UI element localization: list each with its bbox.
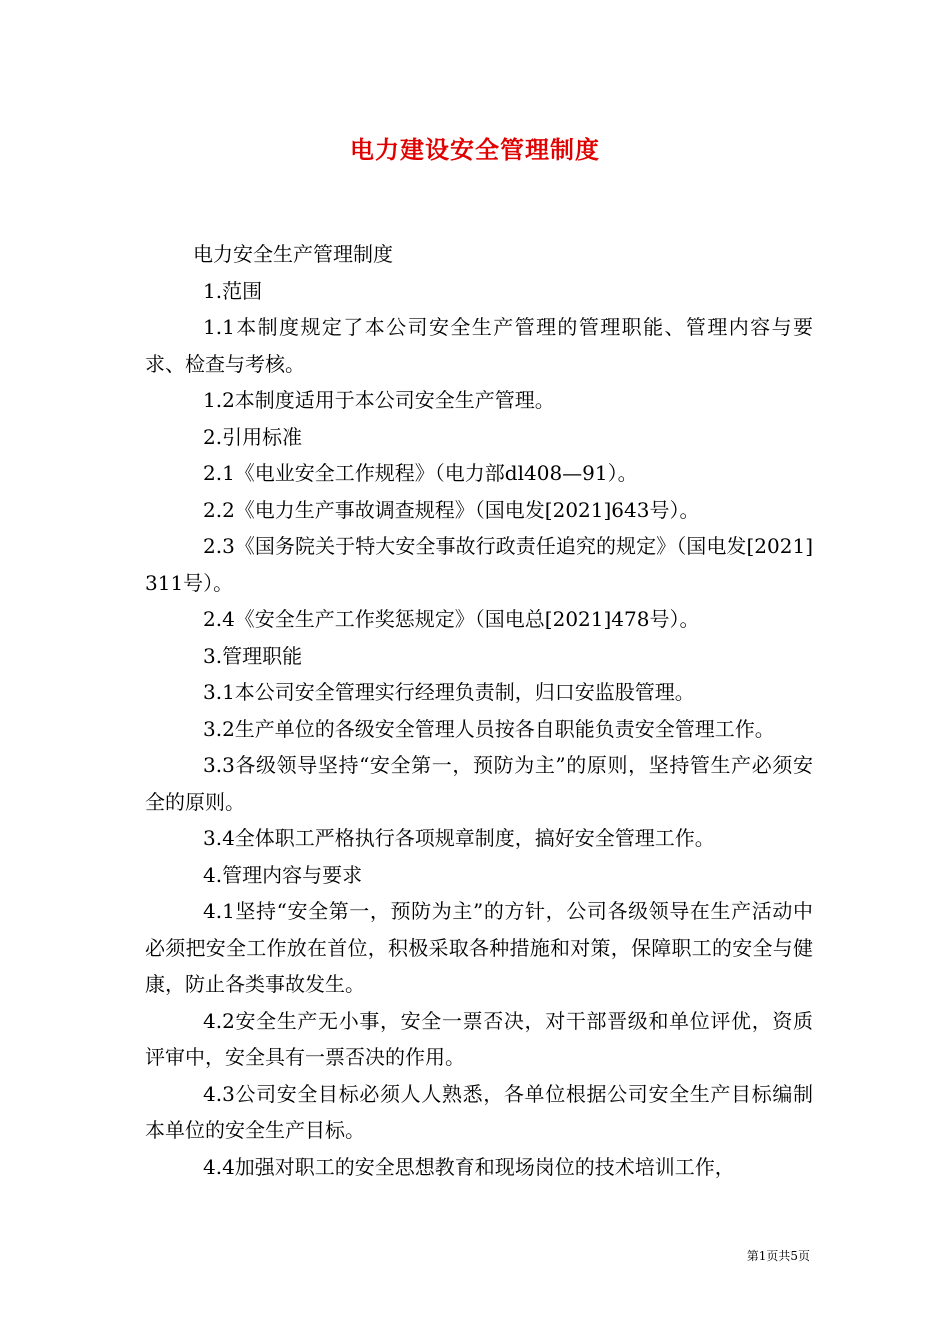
paragraph-2-3: 2.3《国务院关于特大安全事故行政责任追究的规定》（国电发[2021]311号）。 (145, 534, 813, 595)
paragraph-section-2: 2.引用标准 (203, 424, 303, 449)
document-body (145, 236, 813, 1185)
paragraph-4-1: 4.1坚持“安全第一，预防为主”的方针，公司各级领导在生产活动中必须把安全工作放在首位，积极采取各种措施和对策，保障职工的安全与健康，防止各类事故发生。 (145, 899, 813, 996)
paragraph-4-2: 4.2安全生产无小事，安全一票否决，对干部晋级和单位评优，资质评审中，安全具有一票否决的作用。 (145, 1008, 813, 1069)
paragraph-2-4: 2.4《安全生产工作奖惩规定》（国电总[2021]478号）。 (203, 607, 700, 631)
paragraph-3-3: 3.3各级领导坚持“安全第一，预防为主”的原则，坚持管生产必须安全的原则。 (145, 753, 813, 814)
paragraph-4-3: 4.3公司安全目标必须人人熟悉，各单位根据公司安全生产目标编制本单位的安全生产目标。 (145, 1081, 813, 1142)
document-title: 电力建设安全管理制度 (350, 135, 600, 164)
paragraph-1-2: 1.2本制度适用于本公司安全生产管理。 (203, 388, 555, 412)
paragraph-section-3: 3.管理职能 (203, 643, 303, 668)
paragraph-3-2: 3.2生产单位的各级安全管理人员按各自职能负责安全管理工作。 (203, 716, 775, 741)
paragraph-1-1: 1.1本制度规定了本公司安全生产管理的管理职能、管理内容与要求、检查与考核。 (145, 315, 813, 376)
paragraph-2-1: 2.1《电业安全工作规程》（电力部dl408—91）。 (203, 461, 638, 485)
paragraph-3-1: 3.1本公司安全管理实行经理负责制，归口安监股管理。 (203, 680, 695, 704)
paragraph-subtitle: 电力安全生产管理制度 (193, 242, 393, 266)
paragraph-3-4: 3.4全体职工严格执行各项规章制度，搞好安全管理工作。 (203, 826, 715, 850)
paragraph-section-4: 4.管理内容与要求 (203, 862, 363, 887)
paragraph-4-4: 4.4加强对职工的安全思想教育和现场岗位的技术培训工作， (203, 1154, 735, 1179)
paragraph-2-2: 2.2《电力生产事故调查规程》（国电发[2021]643号）。 (203, 497, 700, 522)
page-number-footer: 第1页共5页 (746, 1249, 810, 1263)
paragraph-section-1: 1.范围 (203, 278, 263, 303)
